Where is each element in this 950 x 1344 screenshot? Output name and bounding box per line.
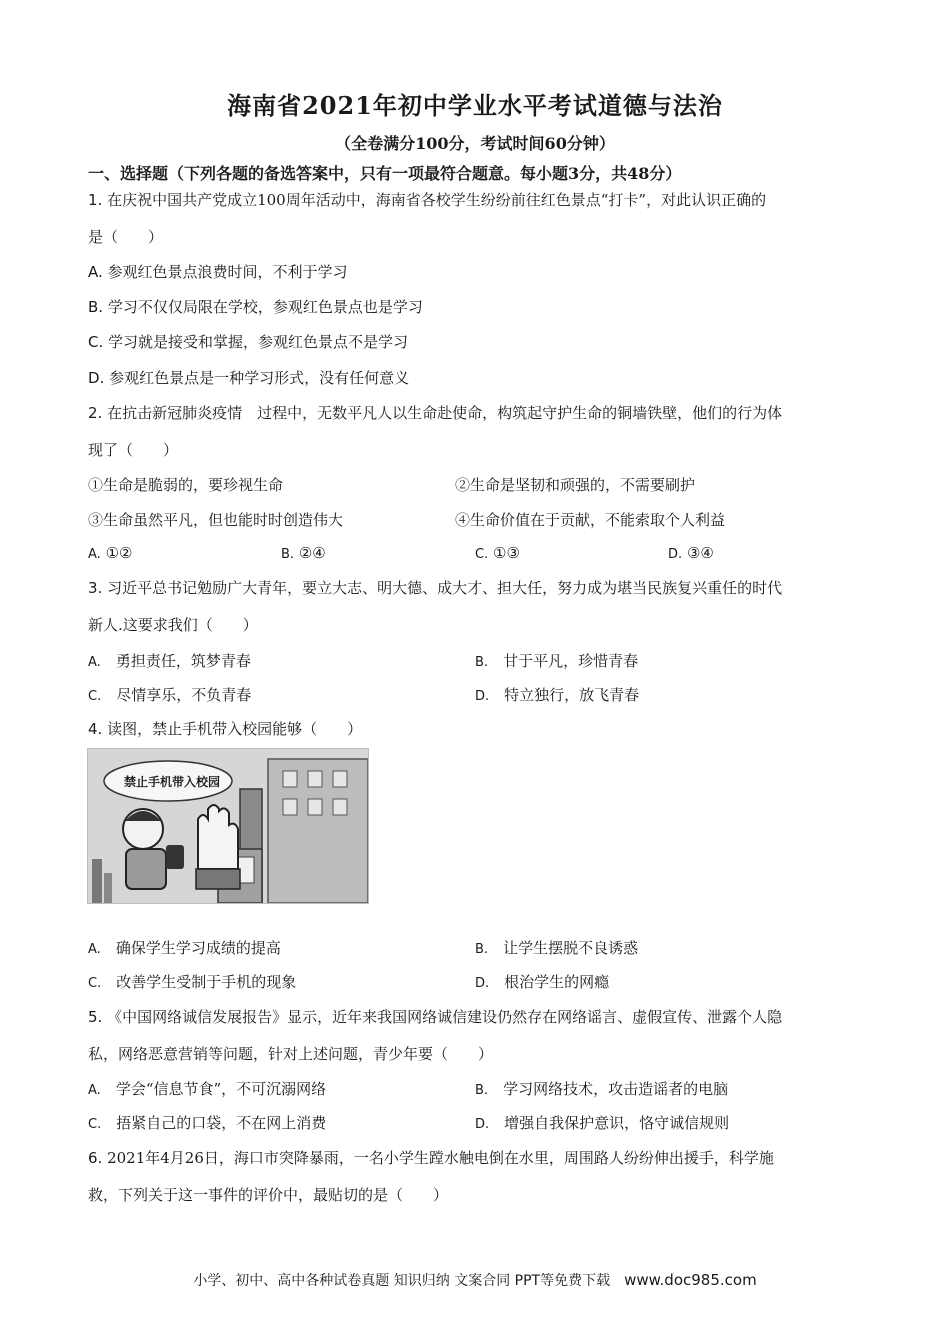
q6-number: 6.: [88, 1149, 103, 1167]
q1-option-b: B. 学习不仅仅局限在学校，参观红色景点也是学习: [88, 298, 423, 316]
q5-number: 5.: [88, 1008, 103, 1026]
q1-stem-line1: 1. 在庆祝中国共产党成立100周年活动中，海南省各校学生纷纷前往红色景点“打卡”，对此认识正确的: [88, 191, 767, 209]
q2-option-a: A. ①②: [88, 544, 133, 562]
q5-option-a: A. 学会“信息节食”，不可沉溺网络: [88, 1080, 327, 1098]
q2-item-1: ①生命是脆弱的，要珍视生命: [88, 476, 284, 494]
q1-option-a: A. 参观红色景点浪费时间，不利于学习: [88, 263, 348, 281]
q5-option-c: C. 捂紧自己的口袋，不在网上消费: [88, 1114, 327, 1132]
q4-option-b: B. 让学生摆脱不良诱惑: [475, 939, 639, 957]
q2-option-b: B. ②④: [281, 544, 326, 562]
cartoon-bubble-text: 禁止手机带入校园: [124, 775, 221, 789]
q1-option-d: D. 参观红色景点是一种学习形式，没有任何意义: [88, 369, 410, 387]
q2-number: 2.: [88, 404, 103, 422]
q3-option-b: B. 甘于平凡，珍惜青春: [475, 652, 639, 670]
q3-option-a: A. 勇担责任，筑梦青春: [88, 652, 251, 670]
q4-number: 4.: [88, 720, 103, 738]
q2-item-4: ④生命价值在于贡献，不能索取个人利益: [455, 511, 726, 529]
q3-number: 3.: [88, 579, 103, 597]
q1-option-c: C. 学习就是接受和掌握，参观红色景点不是学习: [88, 333, 409, 351]
q2-stem-line2: 现了（ ）: [88, 441, 179, 459]
section-heading: 一、选择题（下列各题的备选答案中，只有一项最符合题意。每小题3分，共48分）: [88, 164, 682, 183]
q3-option-d: D. 特立独行，放飞青春: [475, 686, 640, 704]
page-title: 海南省2021年初中学业水平考试道德与法治: [227, 91, 723, 120]
q2-stem-line1: 2. 在抗击新冠肺炎疫情 过程中，无数平凡人以生命赴使命，构筑起守护生命的铜墙铁壁，他们的行为体: [88, 404, 783, 422]
exam-info: （全卷满分100分，考试时间60分钟）: [335, 134, 615, 153]
q2-item-2: ②生命是坚韧和顽强的，不需要刷护: [455, 476, 696, 494]
q2-option-d: D. ③④: [668, 544, 714, 562]
q3-stem-line1: 3. 习近平总书记勉励广大青年，要立大志、明大德、成大才、担大任，努力成为堪当民族复兴重任的时代: [88, 579, 783, 597]
q5-option-b: B. 学习网络技术，攻击造谣者的电脑: [475, 1080, 729, 1098]
q3-option-c: C. 尽情享乐，不负青春: [88, 686, 252, 704]
q1-stem-line2: 是（ ）: [88, 228, 164, 246]
q4-option-c: C. 改善学生受制于手机的现象: [88, 973, 297, 991]
q2-item-3: ③生命虽然平凡，但也能时时创造伟大: [88, 511, 344, 529]
q4-stem-line1: 4. 读图，禁止手机带入校园能够（ ）: [88, 720, 363, 738]
q5-stem-line2: 私，网络恶意营销等问题，针对上述问题，青少年要（ ）: [88, 1045, 494, 1063]
q4-option-a: A. 确保学生学习成绩的提高: [88, 939, 281, 957]
q3-stem-line2: 新人.这要求我们（ ）: [88, 616, 258, 634]
q6-stem-line2: 救，下列关于这一事件的评价中，最贴切的是（ ）: [88, 1186, 449, 1204]
footer-url-link[interactable]: www.doc985.com: [624, 1271, 757, 1289]
q5-stem-line1: 5. 《中国网络诚信发展报告》显示，近年来我国网络诚信建设仍然存在网络谣言、虚假宣传、泄露个人隐: [88, 1008, 783, 1026]
q4-cartoon-image: [87, 748, 369, 904]
q1-number: 1.: [88, 191, 103, 209]
q4-option-d: D. 根治学生的网瘾: [475, 973, 610, 991]
q6-stem-line1: 6. 2021年4月26日，海口市突降暴雨，一名小学生蹚水触电倒在水里，周围路人纷纷伸出援手，科学施: [88, 1149, 774, 1167]
q5-option-d: D. 增强自我保护意识，恪守诚信规则: [475, 1114, 730, 1132]
page-footer: [0, 1270, 950, 1290]
footer-text: 小学、初中、高中各种试卷真题 知识归纳 文案合同 PPT等免费下载: [193, 1273, 611, 1289]
q2-option-c: C. ①③: [475, 544, 520, 562]
